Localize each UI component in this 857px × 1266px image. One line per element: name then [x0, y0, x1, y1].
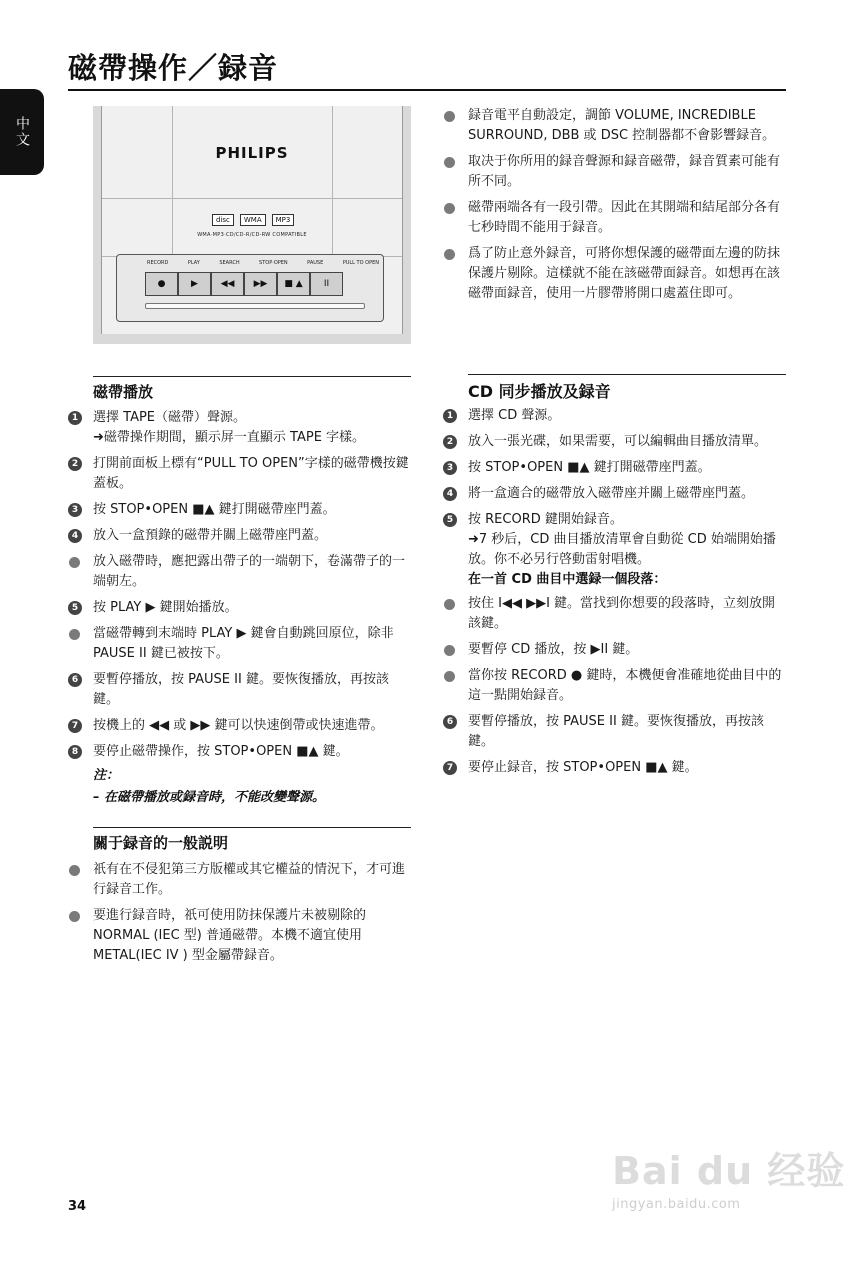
step-text: 按機上的 ◀◀ 或 ▶▶ 鍵可以快速倒帶或快速進帶。: [93, 718, 384, 733]
step-text: 按 STOP•OPEN ■▲ 鍵打開磁帶座門蓋。: [93, 502, 336, 517]
list-item: [68, 624, 411, 664]
recording-notes: [443, 106, 787, 310]
step-number: 1: [68, 411, 82, 425]
list-item: [443, 244, 787, 304]
bullet-text: 取决于你所用的録音聲源和録音磁帶，録音質素可能有所不同。: [468, 154, 781, 189]
bullet-text: 磁帶兩端各有一段引帶。因此在其開端和結尾部分各有七秒時間不能用于録音。: [468, 200, 781, 235]
panel-divider: [102, 198, 402, 199]
list-item: [68, 742, 411, 762]
tape-slot: [145, 303, 365, 309]
compat-label: WMA·MP3·CD/CD-R/CD-RW COMPATIBLE: [197, 232, 307, 238]
bullet-text: 爲了防止意外録音，可將你想保護的磁帶面左邊的防抹保護片剔除。這樣就不能在該磁帶面録音。如想再在該磁帶面録音，使用一片膠帶將開口處蓋住即可。: [468, 246, 781, 301]
page-number: 34: [68, 1199, 87, 1214]
bullet-icon: [444, 249, 455, 260]
list-item: [68, 526, 411, 546]
bullet-icon: [444, 671, 455, 682]
list-item: [68, 500, 411, 520]
format-badges: [212, 214, 294, 226]
bullet-text: 要進行録音時，祇可使用防抹保護片未被剔除的 NORMAL (IEC 型) 普通磁帶。本機不適宜使用 METAL(IEC IV ) 型金屬帶録音。: [93, 908, 367, 963]
step-number: 1: [443, 409, 457, 423]
select-passage-steps: [443, 594, 787, 784]
device-illustration: [93, 106, 411, 344]
note-block: [93, 765, 325, 809]
step-text: 將一盒適合的磁帶放入磁帶座并關上磁帶座門蓋。: [468, 486, 755, 501]
list-item: [68, 716, 411, 736]
step-number: 2: [68, 457, 82, 471]
step-text: 打開前面板上標有“PULL TO OPEN”字樣的磁帶機按鍵蓋板。: [93, 456, 409, 491]
step-number: 5: [443, 513, 457, 527]
deck-labels: [147, 260, 379, 266]
bullet-icon: [444, 157, 455, 168]
step-result: ➜磁帶操作期間，顯示屏一直顯示 TAPE 字樣。: [93, 430, 366, 445]
step-text: 按 STOP•OPEN ■▲ 鍵打開磁帶座門蓋。: [468, 460, 711, 475]
play-button-icon: ▶: [178, 272, 211, 296]
list-item: [443, 106, 787, 146]
list-item: [443, 594, 787, 634]
step-number: 4: [443, 487, 457, 501]
deck-buttons: [145, 272, 343, 296]
stop-open-button-icon: ■ ▲: [277, 272, 310, 296]
brand-logo: PHILIPS: [215, 144, 289, 162]
step-number: 7: [443, 761, 457, 775]
step-text: 要停止録音，按 STOP•OPEN ■▲ 鍵。: [468, 760, 698, 775]
watermark-logo: Bai du 经验: [612, 1149, 846, 1193]
list-item: [68, 598, 411, 618]
bullet-icon: [69, 911, 80, 922]
mp3-badge: MP3: [272, 214, 295, 226]
forward-button-icon: ▶▶: [244, 272, 277, 296]
step-number: 6: [443, 715, 457, 729]
step-text: 要暫停播放，按 PAUSE II 鍵。要恢復播放，再按該鍵。: [468, 714, 764, 749]
select-passage-heading: 在一首 CD 曲目中選録一個段落：: [468, 572, 667, 587]
title-rule: [68, 89, 786, 91]
step-number: 2: [443, 435, 457, 449]
deck-label: PLAY: [187, 260, 200, 266]
deck-label: PULL TO OPEN: [342, 260, 379, 266]
note-label: 注：: [93, 768, 120, 783]
list-item: [68, 408, 411, 448]
list-item: [68, 552, 411, 592]
deck-label: PAUSE: [307, 260, 324, 266]
list-item: [443, 666, 787, 706]
list-item: [68, 670, 411, 710]
step-text: 按 PLAY ▶ 鍵開始播放。: [93, 600, 238, 615]
deck-label: STOP·OPEN: [259, 260, 288, 266]
bullet-text: 録音電平自動設定，調節 VOLUME, INCREDIBLE SURROUND, DBB 或 DSC 控制器都不會影響録音。: [468, 108, 776, 143]
list-item: [68, 906, 411, 966]
record-button-icon: ●: [145, 272, 178, 296]
general-notes: [68, 860, 411, 972]
bullet-text: 放入磁帶時，應把露出帶子的一端朝下，卷滿帶子的一端朝左。: [93, 554, 406, 589]
page-title: 磁帶操作／録音: [68, 51, 279, 85]
deck-label: RECORD: [147, 260, 169, 266]
step-text: 選擇 CD 聲源。: [468, 408, 561, 423]
list-item: [443, 484, 787, 504]
list-item: [443, 510, 787, 570]
list-item: [443, 712, 787, 752]
disc-badge: disc: [212, 214, 234, 226]
step-number: 8: [68, 745, 82, 759]
step-text: 放入一張光碟，如果需要，可以編輯曲目播放清單。: [468, 434, 768, 449]
note-text: – 在磁帶播放或録音時，不能改變聲源。: [93, 790, 326, 805]
tape-play-heading: 磁帶播放: [93, 376, 411, 402]
bullet-icon: [444, 645, 455, 656]
language-tab: [0, 89, 44, 175]
cd-sync-heading: CD 同步播放及録音: [468, 374, 786, 402]
device-front-panel: [101, 106, 403, 334]
list-item: [443, 406, 787, 426]
step-text: 按 RECORD 鍵開始録音。: [468, 512, 623, 527]
step-number: 7: [68, 719, 82, 733]
pause-button-icon: II: [310, 272, 343, 296]
tape-deck: [116, 254, 384, 322]
general-heading: 關于録音的一般説明: [93, 827, 411, 853]
bullet-text: 當你按 RECORD ● 鍵時，本機便會准確地從曲目中的這一點開始録音。: [468, 668, 782, 703]
bullet-text: 按住 I◀◀ ▶▶I 鍵。當找到你想要的段落時，立刻放開該鍵。: [468, 596, 776, 631]
bullet-text: 要暫停 CD 播放，按 ▶II 鍵。: [468, 642, 639, 657]
step-number: 5: [68, 601, 82, 615]
bullet-icon: [69, 865, 80, 876]
tape-play-steps: [68, 408, 411, 768]
bullet-text: 當磁帶轉到末端時 PLAY ▶ 鍵會自動跳回原位，除非 PAUSE II 鍵已被按下。: [93, 626, 394, 661]
step-text: 選擇 TAPE（磁帶）聲源。: [93, 410, 247, 425]
language-tab-label: 中文: [14, 116, 30, 148]
step-number: 3: [68, 503, 82, 517]
bullet-text: 祇有在不侵犯第三方版權或其它權益的情況下，才可進行録音工作。: [93, 862, 406, 897]
rewind-button-icon: ◀◀: [211, 272, 244, 296]
bullet-icon: [444, 599, 455, 610]
deck-label: SEARCH: [219, 260, 240, 266]
bullet-icon: [69, 629, 80, 640]
step-text: 要暫停播放，按 PAUSE II 鍵。要恢復播放，再按該鍵。: [93, 672, 389, 707]
bullet-icon: [69, 557, 80, 568]
cd-sync-steps: [443, 406, 787, 576]
list-item: [443, 640, 787, 660]
watermark-url: jingyan.baidu.com: [612, 1197, 741, 1212]
list-item: [443, 432, 787, 452]
step-number: 6: [68, 673, 82, 687]
step-number: 4: [68, 529, 82, 543]
step-result: ➜7 秒后，CD 曲目播放清單會自動從 CD 始端開始播放。你不必另行啓動雷射唱機。: [468, 532, 776, 567]
bullet-icon: [444, 111, 455, 122]
list-item: [443, 152, 787, 192]
list-item: [68, 454, 411, 494]
list-item: [443, 198, 787, 238]
list-item: [443, 758, 787, 778]
step-text: 放入一盒預錄的磁帶并關上磁帶座門蓋。: [93, 528, 328, 543]
wma-badge: WMA: [240, 214, 266, 226]
step-text: 要停止磁帶操作，按 STOP•OPEN ■▲ 鍵。: [93, 744, 349, 759]
list-item: [68, 860, 411, 900]
watermark: [612, 1140, 845, 1212]
bullet-icon: [444, 203, 455, 214]
step-number: 3: [443, 461, 457, 475]
list-item: [443, 458, 787, 478]
